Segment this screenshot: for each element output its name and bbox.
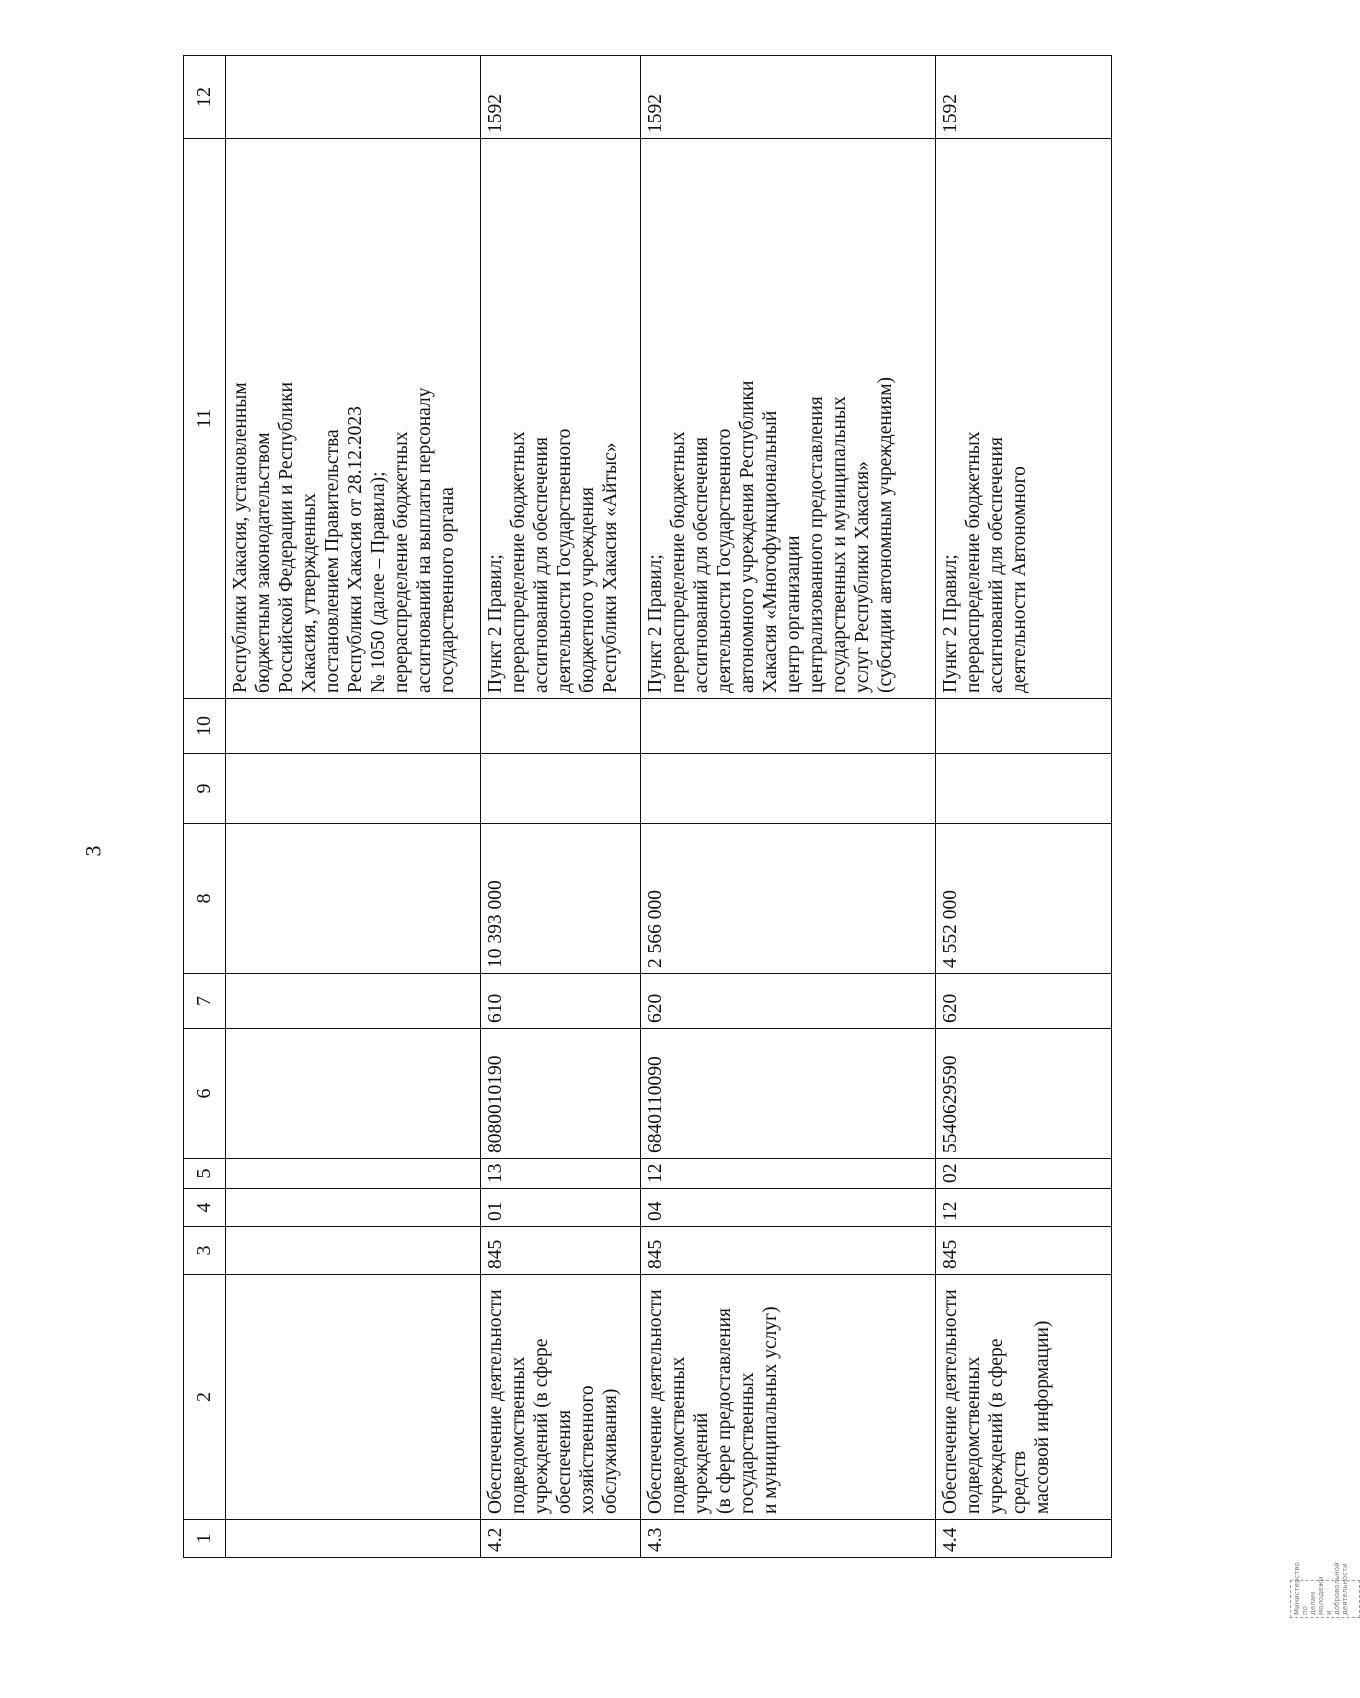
budget-table bbox=[183, 55, 1112, 1558]
cell-col10 bbox=[641, 699, 936, 754]
cell-amount: 4 552 000 bbox=[936, 824, 1112, 974]
cell-target-article: 6840110090 bbox=[641, 1029, 936, 1159]
cell-section bbox=[226, 1189, 481, 1227]
column-number: 10 bbox=[184, 699, 226, 754]
cell-col10 bbox=[481, 699, 641, 754]
column-number: 3 bbox=[184, 1227, 226, 1275]
cell-name: Обеспечение деятельности подведомственных учреждений (в сфере предоставления государственных и муниципальных услуг) bbox=[641, 1275, 936, 1520]
cell-name: Обеспечение деятельности подведомственных учреждений (в сфере обеспечения хозяйственного обслуживания) bbox=[481, 1275, 641, 1520]
cell-col9 bbox=[936, 754, 1112, 824]
cell-target-article bbox=[226, 1029, 481, 1159]
cell-amount: 10 393 000 bbox=[481, 824, 641, 974]
cell-row-number: 4.3 bbox=[641, 1520, 936, 1558]
column-number: 8 bbox=[184, 824, 226, 974]
cell-basis: Республики Хакасия, установленным бюджетным законодательством Российской Федерации и Республики Хакасия, утвержденных постановлением Правительства Республики Хакасия от 28.12.2023 № 1050 (далее – Правила); перераспределение бюджетных ассигнований на выплаты персоналу государственного органа bbox=[226, 139, 481, 699]
column-number: 9 bbox=[184, 754, 226, 824]
cell-name bbox=[226, 1275, 481, 1520]
column-number: 1 bbox=[184, 1520, 226, 1558]
cell-row-number: 4.2 bbox=[481, 1520, 641, 1558]
cell-subsection bbox=[226, 1159, 481, 1189]
column-number: 11 bbox=[184, 139, 226, 699]
rotated-table-container bbox=[183, 87, 1111, 1558]
cell-basis: Пункт 2 Правил; перераспределение бюджетных ассигнований для обеспечения деятельности Государственного бюджетного учреждения Республики Хакасия «Айтыс» bbox=[481, 139, 641, 699]
cell-subsection: 02 bbox=[936, 1159, 1112, 1189]
column-number: 7 bbox=[184, 974, 226, 1029]
cell-section: 01 bbox=[481, 1189, 641, 1227]
table-row bbox=[226, 56, 481, 1558]
cell-code bbox=[226, 56, 481, 139]
table-row bbox=[481, 56, 641, 1558]
cell-name: Обеспечение деятельности подведомственных учреждений (в сфере средств массовой информации) bbox=[936, 1275, 1112, 1520]
cell-amount bbox=[226, 824, 481, 974]
cell-row-number bbox=[226, 1520, 481, 1558]
column-number: 4 bbox=[184, 1189, 226, 1227]
cell-code: 1592 bbox=[481, 56, 641, 139]
cell-col9 bbox=[226, 754, 481, 824]
column-number: 6 bbox=[184, 1029, 226, 1159]
cell-col10 bbox=[936, 699, 1112, 754]
cell-subsection: 13 bbox=[481, 1159, 641, 1189]
cell-col10 bbox=[226, 699, 481, 754]
table-row bbox=[936, 56, 1112, 1558]
cell-section: 12 bbox=[936, 1189, 1112, 1227]
cell-ministry-code: 845 bbox=[641, 1227, 936, 1275]
cell-section: 04 bbox=[641, 1189, 936, 1227]
column-number: 2 bbox=[184, 1275, 226, 1520]
cell-row-number: 4.4 bbox=[936, 1520, 1112, 1558]
cell-ministry-code: 845 bbox=[936, 1227, 1112, 1275]
cell-expense-type: 620 bbox=[936, 974, 1112, 1029]
cell-basis: Пункт 2 Правил; перераспределение бюджетных ассигнований для обеспечения деятельности Автономного bbox=[936, 139, 1112, 699]
table-row bbox=[641, 56, 936, 1558]
cell-subsection: 12 bbox=[641, 1159, 936, 1189]
cell-code: 1592 bbox=[641, 56, 936, 139]
column-number: 5 bbox=[184, 1159, 226, 1189]
cell-ministry-code: 845 bbox=[481, 1227, 641, 1275]
cell-expense-type: 610 bbox=[481, 974, 641, 1029]
cell-amount: 2 566 000 bbox=[641, 824, 936, 974]
cell-basis: Пункт 2 Правил; перераспределение бюджетных ассигнований для обеспечения деятельности Государственного автономного учреждения Республики Хакасия «Многофункциональный центр организации централизованного предоставления государственных и муниципальных услуг Республики Хакасия» (субсидии автономным учреждениям) bbox=[641, 139, 936, 699]
cell-col9 bbox=[641, 754, 936, 824]
cell-expense-type bbox=[226, 974, 481, 1029]
cell-col9 bbox=[481, 754, 641, 824]
cell-ministry-code bbox=[226, 1227, 481, 1275]
cell-target-article: 5540629590 bbox=[936, 1029, 1112, 1159]
column-number-row bbox=[184, 56, 226, 1558]
registration-stamp: Министерство по делам молодежи и добровольной деятельности bbox=[1290, 1580, 1360, 1618]
cell-code: 1592 bbox=[936, 56, 1112, 139]
page-number: 3 bbox=[80, 845, 106, 857]
cell-target-article: 8080010190 bbox=[481, 1029, 641, 1159]
cell-expense-type: 620 bbox=[641, 974, 936, 1029]
column-number: 12 bbox=[184, 56, 226, 139]
